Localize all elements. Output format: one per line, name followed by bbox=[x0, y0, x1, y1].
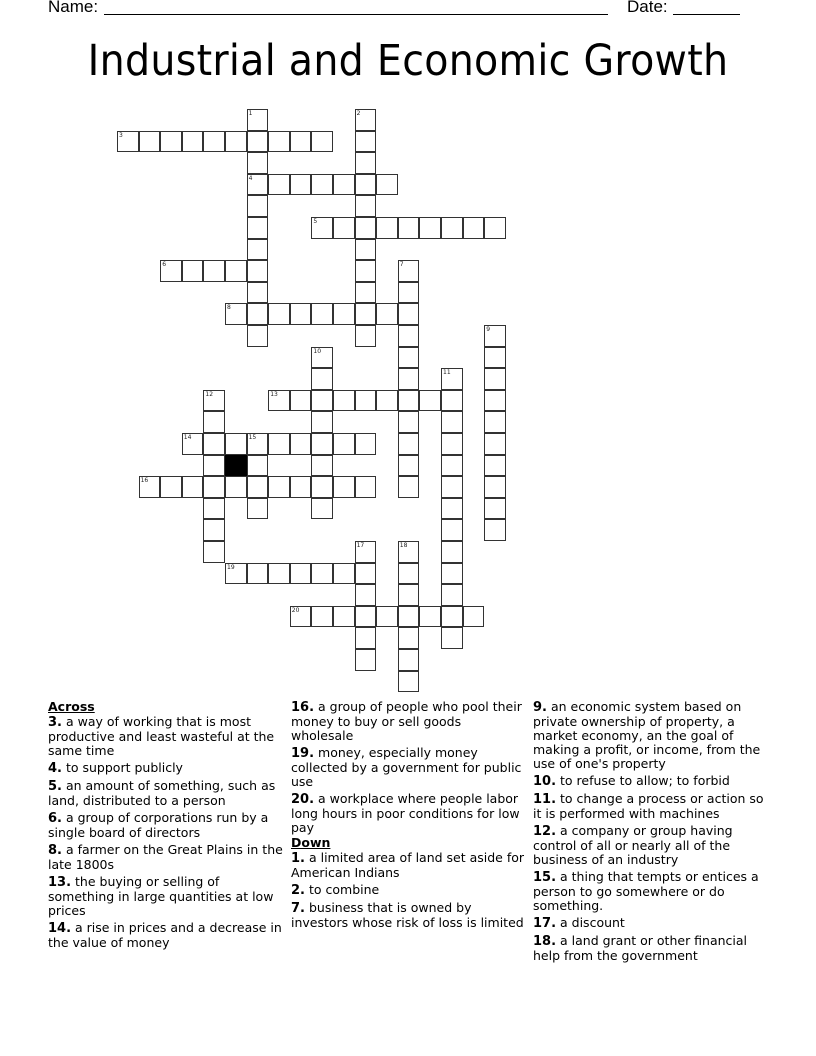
crossword-cell[interactable] bbox=[311, 217, 333, 239]
crossword-cell[interactable] bbox=[311, 411, 333, 433]
clue-number: 11 bbox=[443, 369, 451, 377]
crossword-cell[interactable] bbox=[203, 455, 225, 477]
crossword-cell[interactable] bbox=[355, 260, 377, 282]
clue-across-5: 5. an amount of something, such as land, distributed to a person bbox=[48, 778, 276, 808]
clue-number: 20 bbox=[291, 606, 300, 614]
crossword-cell[interactable] bbox=[441, 217, 463, 239]
crossword-cell[interactable] bbox=[376, 217, 398, 239]
crossword-cell[interactable] bbox=[203, 131, 225, 153]
crossword-cell[interactable] bbox=[398, 303, 420, 325]
crossword-cell[interactable] bbox=[355, 563, 377, 585]
crossword-cell[interactable] bbox=[441, 606, 463, 628]
crossword-cell[interactable] bbox=[398, 671, 420, 693]
crossword-cell[interactable] bbox=[203, 390, 225, 412]
crossword-cell[interactable] bbox=[398, 563, 420, 585]
clue-number: 8 bbox=[227, 304, 231, 312]
crossword-cell[interactable] bbox=[311, 174, 333, 196]
clue-number: 3 bbox=[119, 131, 123, 139]
crossword-cell[interactable] bbox=[333, 174, 355, 196]
name-label: Name: bbox=[48, 0, 99, 16]
crossword-cell[interactable] bbox=[355, 541, 377, 563]
crossword-cell[interactable] bbox=[247, 195, 269, 217]
crossword-cell[interactable] bbox=[311, 390, 333, 412]
crossword-cell[interactable] bbox=[355, 606, 377, 628]
crossword-cell[interactable] bbox=[484, 411, 506, 433]
page-title: Industrial and Economic Growth bbox=[87, 36, 729, 86]
crossword-cell[interactable] bbox=[398, 411, 420, 433]
crossword-cell[interactable] bbox=[398, 260, 420, 282]
clue-across-3: 3. a way of working that is most productive and least wasteful at the same time bbox=[48, 714, 275, 758]
crossword-cell[interactable] bbox=[311, 455, 333, 477]
crossword-cell[interactable] bbox=[333, 217, 355, 239]
crossword-cell[interactable] bbox=[247, 109, 269, 131]
crossword-cell[interactable] bbox=[376, 303, 398, 325]
crossword-cell[interactable] bbox=[441, 627, 463, 649]
crossword-cell[interactable] bbox=[441, 541, 463, 563]
clue-number: 18 bbox=[399, 542, 408, 549]
black-cell bbox=[225, 455, 247, 477]
crossword-cell[interactable] bbox=[355, 627, 377, 649]
crossword-cell[interactable] bbox=[182, 260, 204, 282]
crossword-cell[interactable] bbox=[333, 390, 355, 412]
crossword-cell[interactable] bbox=[441, 476, 463, 498]
crossword-cell[interactable] bbox=[355, 303, 377, 325]
crossword-cell[interactable] bbox=[203, 433, 225, 455]
crossword-cell[interactable] bbox=[160, 260, 182, 282]
clue-number: 15 bbox=[248, 434, 257, 441]
crossword-cell[interactable] bbox=[247, 131, 269, 153]
crossword-cell[interactable] bbox=[311, 347, 333, 369]
crossword-cell[interactable] bbox=[203, 476, 225, 498]
crossword-cell[interactable] bbox=[419, 606, 441, 628]
crossword-cell[interactable] bbox=[398, 476, 420, 498]
clue-across-6: 6. a group of corporations run by a single board of directors bbox=[48, 810, 269, 840]
date-label: Date: bbox=[627, 0, 668, 16]
crossword-cell[interactable] bbox=[355, 109, 377, 131]
crossword-cell[interactable] bbox=[484, 347, 506, 369]
crossword-cell[interactable] bbox=[441, 433, 463, 455]
clue-number: 13 bbox=[270, 390, 278, 398]
crossword-cell[interactable] bbox=[355, 131, 377, 153]
clue-across-4: 4. to support publicly bbox=[48, 760, 183, 776]
clue-down-15: 15. a thing that tempts or entices a person to go somewhere or do something. bbox=[533, 869, 759, 913]
crossword-cell[interactable] bbox=[333, 606, 355, 628]
crossword-cell[interactable] bbox=[268, 476, 290, 498]
crossword-cell[interactable] bbox=[268, 303, 290, 325]
crossword-cell[interactable] bbox=[311, 563, 333, 585]
crossword-cell[interactable] bbox=[398, 541, 420, 563]
crossword-cell[interactable] bbox=[398, 368, 420, 390]
crossword-cell[interactable] bbox=[290, 563, 312, 585]
crossword-cell[interactable] bbox=[203, 498, 225, 520]
crossword-cell[interactable] bbox=[419, 390, 441, 412]
clue-across-13: 13. the buying or selling of something in large quantities at low prices bbox=[48, 874, 274, 918]
crossword-cell[interactable] bbox=[225, 476, 247, 498]
crossword-cell[interactable] bbox=[311, 303, 333, 325]
crossword-cell[interactable] bbox=[247, 455, 269, 477]
clue-across-14: 14. a rise in prices and a decrease in the value of money bbox=[48, 920, 282, 950]
crossword-cell[interactable] bbox=[247, 174, 269, 196]
clue-number: 9 bbox=[486, 326, 491, 333]
down-heading: Down bbox=[291, 835, 331, 850]
crossword-cell[interactable] bbox=[398, 584, 420, 606]
crossword-cell[interactable] bbox=[247, 563, 269, 585]
crossword-cell[interactable] bbox=[398, 325, 420, 347]
clues-column-3 bbox=[533, 700, 765, 966]
crossword-cell[interactable] bbox=[355, 649, 377, 671]
crossword-cell[interactable] bbox=[484, 498, 506, 520]
crossword-cell[interactable] bbox=[398, 390, 420, 412]
crossword-cell[interactable] bbox=[247, 217, 269, 239]
crossword-cell[interactable] bbox=[139, 131, 161, 153]
crossword-cell[interactable] bbox=[225, 303, 247, 325]
crossword-cell[interactable] bbox=[290, 433, 312, 455]
crossword-cell[interactable] bbox=[225, 433, 247, 455]
crossword-cell[interactable] bbox=[355, 239, 377, 261]
crossword-cell[interactable] bbox=[463, 217, 485, 239]
crossword-cell[interactable] bbox=[355, 174, 377, 196]
crossword-cell[interactable] bbox=[290, 476, 312, 498]
crossword-cell[interactable] bbox=[355, 390, 377, 412]
crossword-cell[interactable] bbox=[419, 217, 441, 239]
crossword-cell[interactable] bbox=[441, 584, 463, 606]
crossword-cell[interactable] bbox=[484, 368, 506, 390]
crossword-cell[interactable] bbox=[398, 282, 420, 304]
clue-across-20: 20. a workplace where people labor long hours in poor conditions for low pay bbox=[291, 791, 520, 835]
crossword-cell[interactable] bbox=[376, 174, 398, 196]
crossword-cell[interactable] bbox=[182, 476, 204, 498]
crossword-cell[interactable] bbox=[441, 390, 463, 412]
crossword-cell[interactable] bbox=[484, 217, 506, 239]
crossword-cell[interactable] bbox=[160, 476, 182, 498]
clue-down-17: 17. a discount bbox=[533, 915, 625, 931]
crossword-cell[interactable] bbox=[333, 303, 355, 325]
crossword-cell[interactable] bbox=[182, 433, 204, 455]
crossword-cell[interactable] bbox=[290, 174, 312, 196]
clue-down-7: 7. business that is owned by investors whose risk of loss is limited bbox=[291, 900, 524, 930]
crossword-cell[interactable] bbox=[376, 606, 398, 628]
crossword-cell[interactable] bbox=[268, 563, 290, 585]
crossword-cell[interactable] bbox=[484, 455, 506, 477]
clue-number: 1 bbox=[248, 110, 253, 117]
crossword-cell[interactable] bbox=[441, 368, 463, 390]
clue-down-1: 1. a limited area of land set aside for American Indians bbox=[291, 850, 525, 880]
crossword-cell[interactable] bbox=[441, 498, 463, 520]
crossword-cell[interactable] bbox=[225, 131, 247, 153]
crossword-cell[interactable] bbox=[398, 217, 420, 239]
clue-number: 14 bbox=[183, 434, 192, 441]
crossword-cell[interactable] bbox=[247, 476, 269, 498]
crossword-cell[interactable] bbox=[355, 195, 377, 217]
clue-number: 10 bbox=[313, 347, 322, 355]
crossword-cell[interactable] bbox=[484, 519, 506, 541]
clue-down-2: 2. to combine bbox=[291, 882, 380, 898]
across-heading: Across bbox=[48, 699, 95, 714]
crossword-cell[interactable] bbox=[311, 606, 333, 628]
crossword-cell[interactable] bbox=[203, 260, 225, 282]
clues-column-1 bbox=[48, 700, 284, 953]
crossword-cell[interactable] bbox=[247, 325, 269, 347]
crossword-cell[interactable] bbox=[268, 390, 290, 412]
crossword-cell[interactable] bbox=[333, 433, 355, 455]
clue-across-16: 16. a group of people who pool their money to buy or sell goods wholesale bbox=[291, 699, 522, 743]
crossword-cell[interactable] bbox=[311, 498, 333, 520]
crossword-cell[interactable] bbox=[117, 131, 139, 153]
crossword-cell[interactable] bbox=[484, 433, 506, 455]
crossword-cell[interactable] bbox=[225, 563, 247, 585]
crossword-cell[interactable] bbox=[268, 131, 290, 153]
clue-across-19: 19. money, especially money collected by a government for public use bbox=[291, 745, 522, 789]
crossword-cell[interactable] bbox=[311, 476, 333, 498]
crossword-cell[interactable] bbox=[247, 303, 269, 325]
crossword-cell[interactable] bbox=[290, 303, 312, 325]
clue-number: 19 bbox=[227, 563, 235, 571]
clue-number: 16 bbox=[140, 477, 149, 485]
crossword-cell[interactable] bbox=[398, 627, 420, 649]
crossword-cell[interactable] bbox=[484, 325, 506, 347]
crossword-cell[interactable] bbox=[311, 368, 333, 390]
crossword-cell[interactable] bbox=[484, 476, 506, 498]
clue-across-8: 8. a farmer on the Great Plains in the late 1800s bbox=[48, 842, 283, 872]
clue-number: 2 bbox=[356, 110, 361, 117]
clue-number: 17 bbox=[356, 542, 365, 549]
crossword-cell[interactable] bbox=[268, 433, 290, 455]
clue-down-9: 9. an economic system based on private ownership of property, a market economy, an the goal of making a profit, or income, from the use of one's property bbox=[533, 699, 761, 771]
crossword-cell[interactable] bbox=[139, 476, 161, 498]
crossword-cell[interactable] bbox=[203, 519, 225, 541]
crossword-cell[interactable] bbox=[290, 131, 312, 153]
crossword-cell[interactable] bbox=[463, 606, 485, 628]
crossword-cell[interactable] bbox=[398, 433, 420, 455]
crossword-cell[interactable] bbox=[247, 498, 269, 520]
clues-column-2 bbox=[291, 700, 527, 933]
crossword-cell[interactable] bbox=[268, 174, 290, 196]
crossword-cell[interactable] bbox=[160, 131, 182, 153]
crossword-cell[interactable] bbox=[484, 390, 506, 412]
crossword-cell[interactable] bbox=[355, 325, 377, 347]
crossword-cell[interactable] bbox=[203, 541, 225, 563]
crossword-cell[interactable] bbox=[333, 563, 355, 585]
clue-number: 4 bbox=[248, 174, 253, 182]
crossword-cell[interactable] bbox=[247, 152, 269, 174]
crossword-cell[interactable] bbox=[333, 476, 355, 498]
crossword-cell[interactable] bbox=[441, 519, 463, 541]
crossword-cell[interactable] bbox=[441, 411, 463, 433]
crossword-cell[interactable] bbox=[355, 476, 377, 498]
crossword-cell[interactable] bbox=[182, 131, 204, 153]
crossword-cell[interactable] bbox=[311, 433, 333, 455]
crossword-cell[interactable] bbox=[247, 433, 269, 455]
crossword-cell[interactable] bbox=[376, 390, 398, 412]
crossword-cell[interactable] bbox=[355, 282, 377, 304]
crossword-cell[interactable] bbox=[311, 131, 333, 153]
clue-number: 6 bbox=[162, 261, 167, 269]
clue-down-12: 12. a company or group having control of all or nearly all of the business of an industry bbox=[533, 823, 733, 867]
crossword-cell[interactable] bbox=[290, 390, 312, 412]
crossword-cell[interactable] bbox=[247, 239, 269, 261]
crossword-cell[interactable] bbox=[225, 260, 247, 282]
crossword-cell[interactable] bbox=[247, 282, 269, 304]
crossword-cell[interactable] bbox=[203, 411, 225, 433]
crossword-cell[interactable] bbox=[398, 606, 420, 628]
crossword-cell[interactable] bbox=[355, 152, 377, 174]
clue-number: 12 bbox=[205, 390, 214, 398]
clue-down-10: 10. to refuse to allow; to forbid bbox=[533, 773, 730, 789]
crossword-cell[interactable] bbox=[398, 649, 420, 671]
crossword-cell[interactable] bbox=[355, 584, 377, 606]
clue-down-18: 18. a land grant or other financial help from the government bbox=[533, 933, 748, 963]
crossword-cell[interactable] bbox=[355, 433, 377, 455]
crossword-cell[interactable] bbox=[398, 347, 420, 369]
crossword-cell[interactable] bbox=[290, 606, 312, 628]
crossword-cell[interactable] bbox=[441, 455, 463, 477]
crossword-cell[interactable] bbox=[441, 563, 463, 585]
clue-down-11: 11. to change a process or action so it is performed with machines bbox=[533, 791, 764, 821]
crossword-cell[interactable] bbox=[355, 217, 377, 239]
crossword-cell[interactable] bbox=[247, 260, 269, 282]
clue-number: 7 bbox=[399, 261, 404, 269]
crossword-cell[interactable] bbox=[398, 455, 420, 477]
clue-number: 5 bbox=[313, 218, 318, 225]
